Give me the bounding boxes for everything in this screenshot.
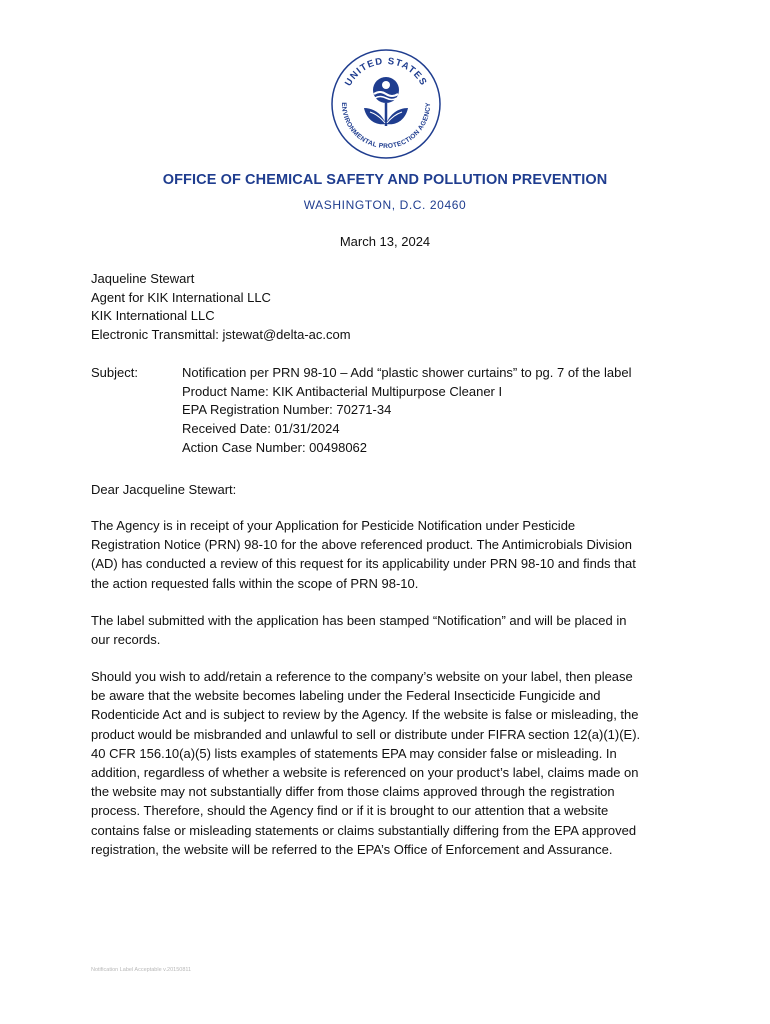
text-line: contains false or misleading statements or claims substantially differing from the EPA approved [91,822,637,838]
subject-label: Subject: [91,365,138,380]
text-line: be aware that the website becomes labeling under the Federal Insecticide Fungicide and [91,688,601,704]
text-line: Should you wish to add/retain a reference to the company’s website on your label, then please [91,669,633,684]
action-case-line: Action Case Number: 00498062 [182,439,368,455]
text-line: process. Therefore, should the Agency find or if it is brought to our attention that a website [91,803,609,819]
recipient-transmittal: Electronic Transmittal: jstewat@delta-ac.com [91,327,351,343]
seal-text-top: UNITED STATES [342,55,430,89]
epa-seal-logo [330,48,442,160]
body-paragraph-2 [91,611,681,649]
recipient-address [91,270,351,345]
text-line: the website may not substantially differ from those claims approved through the registration [91,784,615,800]
text-line: The Agency is in receipt of your Application for Pesticide Notification under Pesticide [91,518,576,533]
text-line: 40 CFR 156.10(a)(5) lists examples of statements EPA may consider false or misleading. In [91,745,617,761]
text-line: the action requested falls within the scope of PRN 98-10. [91,575,419,591]
received-date-line: Received Date: 01/31/2024 [182,421,340,437]
seal-text-bottom: ENVIRONMENTAL PROTECTION AGENCY [339,102,433,151]
letter-date: March 13, 2024 [339,234,431,249]
recipient-name: Jaqueline Stewart [91,271,195,286]
text-line: registration, the website will be referred to the EPA’s Office of Enforcement and Assurance. [91,841,613,857]
office-city: WASHINGTON, D.C. 20460 [303,198,467,212]
text-line: addition, regardless of whether a website is referenced on your product’s label, claims made on [91,765,639,781]
text-line: Rodenticide Act and is subject to review by the Agency. If the website is false or misleading, the [91,707,639,723]
subject-line: Notification per PRN 98-10 – Add “plastic shower curtains” to pg. 7 of the label [182,365,632,380]
recipient-company: KIK International LLC [91,308,215,324]
text-line: (AD) has conducted a review of this request for its applicability under PRN 98-10 and finds that [91,556,636,572]
text-line: Registration Notice (PRN) 98-10 for the above referenced product. The Antimicrobials Division [91,537,632,553]
text-line: our records. [91,632,161,648]
text-line: The label submitted with the application has been stamped “Notification” and will be placed in [91,613,627,628]
footer-version: Notification Label Acceptable v.20150811 [91,967,192,973]
body-paragraph-1 [91,516,681,593]
body-paragraph-3 [91,667,681,859]
registration-number-line: EPA Registration Number: 70271-34 [182,402,392,418]
office-heading: OFFICE OF CHEMICAL SAFETY AND POLLUTION PREVENTION [162,172,608,188]
recipient-title: Agent for KIK International LLC [91,289,271,305]
text-line: product would be misbranded and unlawful to sell or distribute under FIFRA section 12(a)(1)(E). [91,726,641,742]
product-name-line: Product Name: KIK Antibacterial Multipurpose Cleaner I [182,383,503,399]
salutation: Dear Jacqueline Stewart: [91,482,237,497]
